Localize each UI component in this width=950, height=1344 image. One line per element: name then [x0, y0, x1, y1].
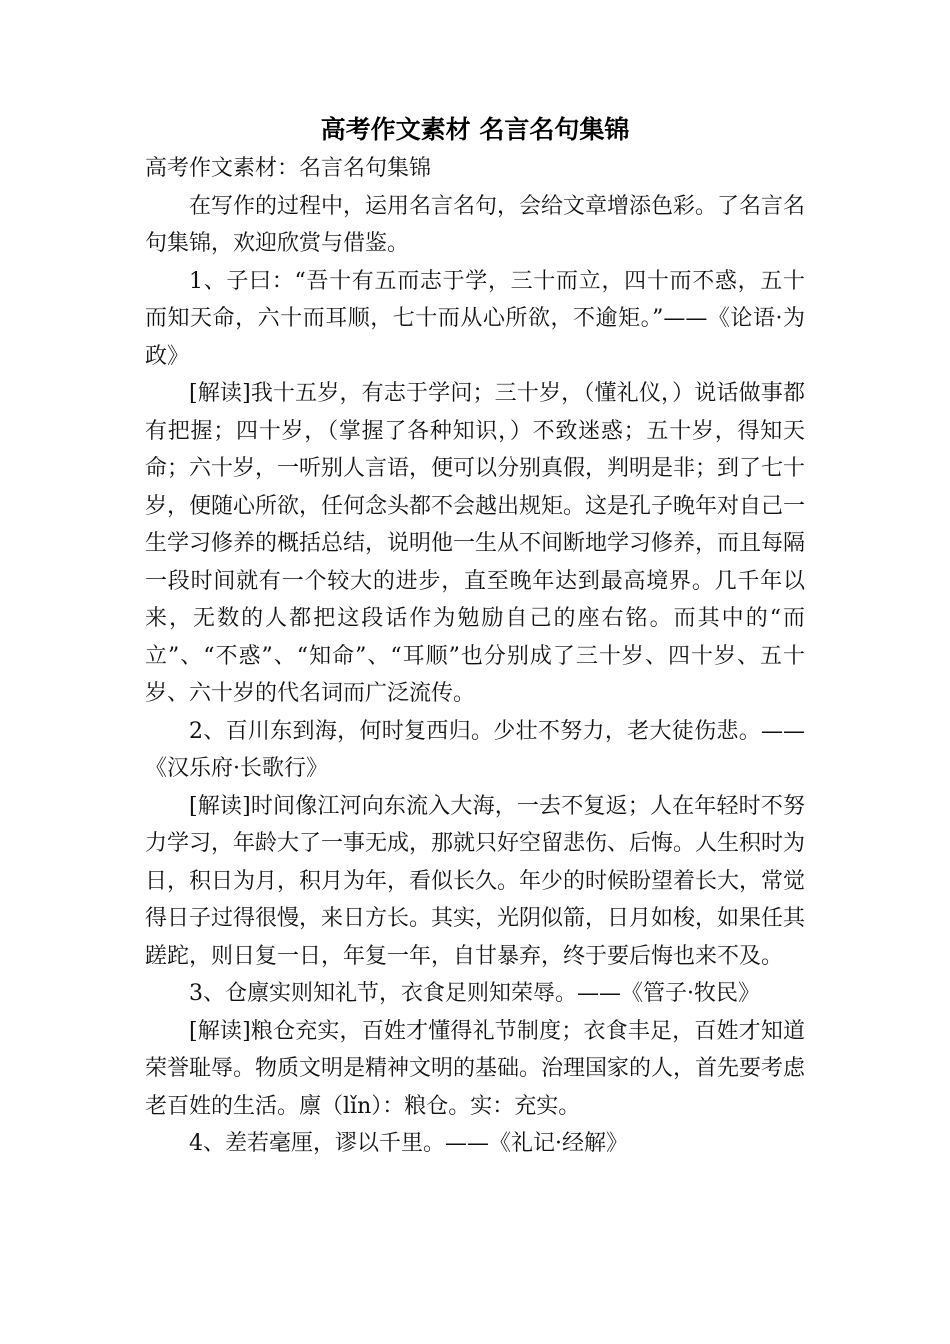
intro-paragraph: 在写作的过程中，运用名言名句，会给文章增添色彩。了名言名句集锦，欢迎欣赏与借鉴。 — [145, 193, 806, 256]
document-subtitle: 高考作文素材：名言名句集锦 — [145, 156, 432, 181]
document-title: 高考作文素材 名言名句集锦 — [320, 115, 630, 144]
quote-paragraph-4: 4、差若毫厘，谬以千里。——《礼记·经解》 — [189, 1131, 628, 1156]
quote-paragraph-1: 1、子曰：“吾十有五而志于学，三十而立，四十而不惑，五十而知天命，六十而耳顺，七十而从心所欲，不逾矩。”——《论语·为政》 — [145, 268, 805, 369]
quote-paragraph-3: 3、仓廪实则知礼节，衣食足则知荣辱。——《管子·牧民》 — [189, 981, 760, 1006]
document-body — [145, 150, 805, 1163]
interpretation-paragraph-2: [解读]时间像江河向东流入大海，一去不复返；人在年轻时不努力学习，年龄大了一事无成，那就只好空留悲伤、后悔。人生积时为日，积日为月，积月为年，看似长久。年少的时候盼望着长大，常觉得日子过得很慢，来日方长。其实，光阴似箭，日月如梭，如果任其蹉跎，则日复一日，年复一年，自甘暴弃，终于要后悔也来不及。 — [145, 793, 806, 969]
quote-paragraph-2: 2、百川东到海，何时复西归。少壮不努力，老大徒伤悲。——《汉乐府·长歌行》 — [145, 718, 805, 781]
interpretation-paragraph-1: [解读]我十五岁，有志于学问；三十岁，（懂礼仪，）说话做事都有把握；四十岁，（掌握了各种知识，）不致迷惑；五十岁，得知天命；六十岁，一听别人言语，便可以分别真假，判明是非；到了七十岁，便随心所欲，任何念头都不会越出规矩。这是孔子晚年对自己一生学习修养的概括总结，说明他一生从不间断地学习修养，而且每隔一段时间就有一个较大的进步，直至晚年达到最高境界。几千年以来，无数的人都把这段话作为勉励自己的座右铭。而其中的“而立”、“不惑”、“知命”、“耳顺”也分别成了三十岁、四十岁、五十岁、六十岁的代名词而广泛流传。 — [145, 381, 806, 706]
interpretation-paragraph-3: [解读]粮仓充实，百姓才懂得礼节制度；衣食丰足，百姓才知道荣誉耻辱。物质文明是精神文明的基础。治理国家的人，首先要考虑老百姓的生活。廪（lǐn）：粮仓。实：充实。 — [145, 1018, 806, 1119]
